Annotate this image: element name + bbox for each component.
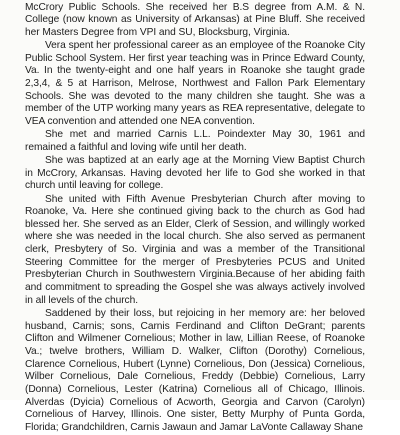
paragraph-baptism: She was baptized at an early age at the Morning View Baptist Church in McCrory, Arkansas. Having devoted her life to God she worked in that church until leaving for college. (25, 155, 365, 192)
paragraph-education: McCrory Public Schools. She received her B.S degree from A.M. & N. College (now known as University of Arkansas) at Pine Bluff. She received her Masters Degree from VPI and SU, Blocksburg, Virginia. (25, 1, 365, 38)
paragraph-survivors: Saddened by their loss, but rejoicing in her memory are: her beloved husband, Carnis; sons, Carnis Ferdinand and Clifton DeGrant; parents Clifton and Wilmener Cornelious; Mother in law, Lillian Reese, of Roanoke Va.; twelve brothers, William D. Walker, Clifton (Dorothy) Cornelious, Clarence Cornelious, Hubert (Lynne) Cornelious, Don (Jessica) Cornelious, Wilber Cornelious, Dale Cornelious, Freddy (Debbie) Cornelious, Larry (Donna) Cornelious, Lester (Katrina) Cornelious all of Chicago, Illinois. Alverdas (Dyicia) Cornelious of Acworth, Georgia and Carvon (Carolyn) Cornelious of Harvey, Illinois. One sister, Betty Murphy of Punta Gorda, Florida; Grandchildren, Carnis Jawaun and Jamar LaVonte Callaway Shane (25, 307, 365, 433)
paragraph-career: Vera spent her professional career as an employee of the Roanoke City Public School System. Her first year teaching was in Prince Edward County, Va. In the twenty-eight and one half years in Roanoke she taught grade 2,3,4, & 5 at Harrison, Melrose, Northwest and Fallon Park Elementary Schools. She was devoted to the many children she taught. She was a member of the UTP working many years as REA representative, delegate to VEA convention and attended one NEA convention. (25, 40, 365, 128)
document-body (25, 0, 365, 435)
paragraph-marriage: She met and married Carnis L.L. Poindexter May 30, 1961 and remained a faithful and loving wife until her death. (25, 129, 365, 153)
paragraph-church: She united with Fifth Avenue Presbyterian Church after moving to Roanoke, Va. Here she continued giving back to the church as God had blessed her. She served as an Elder, Clerk of Session, and willingly worked where she was needed in the local church. She also served as permanent clerk, Presbytery of So. Virginia and was a member of the Transitional Steering Committee for the merger of Presbyteries PCUS and United Presbyterian Church in Southwestern Virginia.Because of her abiding faith and commitment to spreading the Gospel she was always actively involved in all levels of the church. (25, 193, 365, 306)
